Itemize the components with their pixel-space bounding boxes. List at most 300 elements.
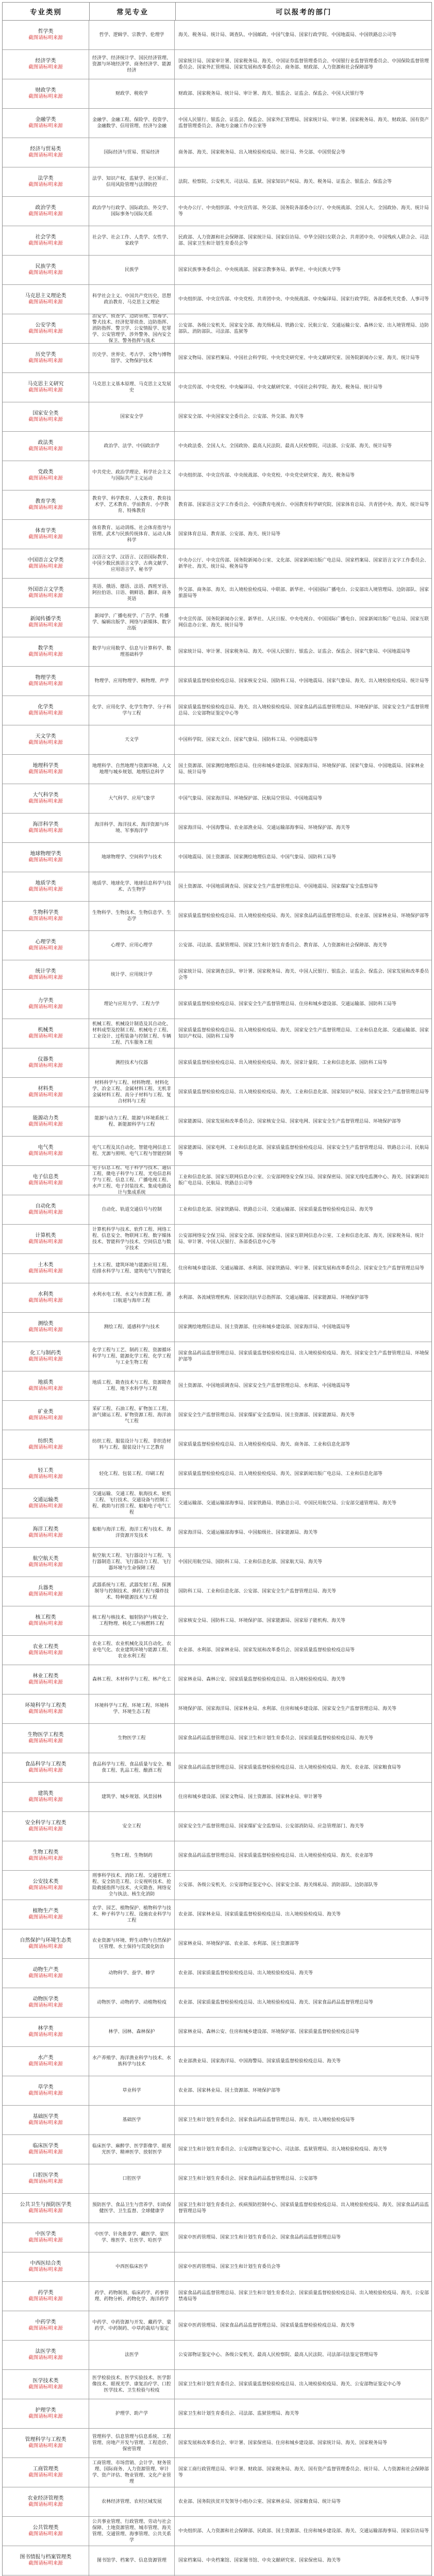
- table-row: [3, 1783, 431, 1812]
- category-cell: [3, 1753, 89, 1782]
- watermark-note: 截图请标明来源: [28, 2032, 63, 2038]
- category-name: 图书情报与档案管理类: [20, 2554, 72, 2560]
- majors-text: 计算机科学与技术、软件工程、网络工程、信息安全、物联网工程、数字媒体技术、智能科学与技术、空间信息与数字技术: [92, 1227, 171, 1251]
- departments-cell: [175, 2429, 431, 2458]
- majors-text: 中西医临床医学: [115, 2264, 148, 2269]
- table-row: [3, 1078, 431, 1107]
- majors-cell: [89, 1606, 175, 1635]
- table-row: [3, 1988, 431, 2018]
- departments-cell: [175, 1078, 431, 1107]
- table-row: [3, 461, 431, 490]
- departments-text: 国家安全生产监督管理总局、国家煤矿安全监察局、公安部消防局、应急管理部门、海关等: [178, 1824, 364, 1829]
- table-row: [3, 1929, 431, 1959]
- majors-cell: [89, 1665, 175, 1694]
- category-name: 经济与贸易类: [30, 146, 61, 152]
- departments-text: 财政部、国家税务局、统计局、审计署、海关、银监会、证监会、保监会、中国人民银行等: [178, 91, 364, 96]
- departments-cell: [175, 1694, 431, 1723]
- departments-cell: [175, 1254, 431, 1283]
- majors-text: 图书馆学、档案学、信息资源管理: [96, 2558, 166, 2563]
- category-cell: [3, 2546, 89, 2575]
- category-cell: [3, 1841, 89, 1870]
- table-header: [3, 3, 431, 21]
- departments-text: 国家文物局、国家档案局、中国社会科学院、中央党史研究室、中央文献研究室、国务院新闻办公室、海关、统计局等: [178, 355, 420, 361]
- majors-text: 金融学、金融工程、保险学、投资学、金融数学、信用管理、经济与金融: [92, 117, 171, 129]
- departments-cell: [175, 2194, 431, 2223]
- table-row: [3, 2106, 431, 2135]
- category-cell: [3, 931, 89, 960]
- majors-cell: [89, 490, 175, 519]
- category-name: 生物科学类: [32, 910, 59, 916]
- majors-cell: [89, 2164, 175, 2193]
- watermark-note: 截图请标明来源: [28, 1445, 63, 1450]
- departments-text: 国家卫生和计划生育委员会、国家食品药品监督管理总局、公安部等: [178, 2176, 318, 2181]
- category-name: 马克思主义理论类: [25, 293, 66, 299]
- departments-text: 国家质量监督检验检疫总局、出入境检验检疫局、海关、国家计量院、工业和信息化部、国防科工局等: [178, 1060, 388, 1065]
- departments-text: 国家中医药管理局、国家食品药品监督管理总局、国家质量监督检验检疫总局、海关等: [178, 2323, 355, 2328]
- majors-text: 地质学、地球化学、地球信息科学与技术、古生物学: [92, 881, 171, 892]
- majors-text: 政治学与行政学、国际政治、外交学、国际事务与国际关系: [92, 206, 171, 217]
- watermark-note: 截图请标明来源: [28, 534, 63, 540]
- table-row: [3, 608, 431, 637]
- majors-text: 采矿工程、石油工程、矿物加工工程、油气储运工程、矿物资源工程、海洋油气工程: [92, 1406, 171, 1424]
- category-name: 电气类: [38, 1145, 54, 1150]
- table-row: [3, 50, 431, 79]
- departments-text: 国防科工局、工业和信息化部、公安部、国家安全生产监督管理总局、海关等: [178, 1589, 337, 1594]
- majors-text: 天文学: [124, 737, 139, 742]
- watermark-note: 截图请标明来源: [28, 417, 63, 422]
- departments-cell: [175, 21, 431, 49]
- watermark-note: 截图请标明来源: [28, 916, 63, 922]
- category-cell: [3, 1078, 89, 1107]
- table-row: [3, 2311, 431, 2341]
- table-row: [3, 1871, 431, 1900]
- majors-text: 农业工程、农业机械化及其自动化、农业电气化、农业建筑环境与能源工程、农业水利工程: [92, 1641, 171, 1659]
- majors-cell: [89, 1019, 175, 1048]
- category-cell: [3, 1225, 89, 1253]
- watermark-note: 截图请标明来源: [28, 1033, 63, 1039]
- departments-cell: [175, 256, 431, 284]
- header-departments: 可以报考的部门: [275, 8, 332, 16]
- departments-cell: [175, 2370, 431, 2399]
- watermark-note: 截图请标明来源: [28, 2443, 63, 2449]
- departments-cell: [175, 1959, 431, 1988]
- departments-cell: [175, 1107, 431, 1136]
- departments-text: 国家卫生和计划生育委员会、公安部物证鉴定中心、司法部、监狱管理局、出入境检验检疫局、海关等: [178, 2147, 388, 2152]
- majors-text: 电子信息工程、电子科学与技术、通信工程、微电子科学与工程、光电信息科学与工程、信息工程、广播电视工程、水声工程、电子封装技术、集成电路设计与集成系统: [92, 1166, 171, 1195]
- majors-cell: [89, 872, 175, 901]
- watermark-note: 截图请标明来源: [28, 270, 63, 276]
- category-name: 纺织类: [38, 1438, 54, 1444]
- departments-text: 国家食品药品监督管理总局、国家卫生和计划生育委员会、国家质量监督检验检疫总局、海关等: [178, 1736, 374, 1741]
- majors-cell: [89, 2341, 175, 2369]
- category-name: 政治学类: [35, 205, 56, 211]
- table-row: [3, 167, 431, 197]
- category-cell: [3, 1342, 89, 1371]
- table-row: [3, 226, 431, 256]
- table-row: [3, 2546, 431, 2575]
- category-name: 建筑类: [38, 1791, 54, 1797]
- majors-text: 武器系统与工程、武器发射工程、探测制导与控制技术、弹药工程与爆炸技术、特种能源技术与工程: [92, 1583, 171, 1600]
- departments-text: 国土资源部、中国地质调查局、国家安全生产监督管理总局、水利部、中国地震局等: [178, 1383, 350, 1388]
- majors-text: 统计学、应用统计学: [110, 972, 153, 977]
- departments-text: 公安部、各级公安机关、国家安全部、海关缉私局、铁路公安、民航公安、交通运输公安、森林公安、出入境管理局、边防部队、消防部队、司法部、监狱等: [178, 323, 429, 334]
- table-row: [3, 1019, 431, 1048]
- watermark-note: 截图请标明来源: [28, 2238, 63, 2243]
- category-cell: [3, 2076, 89, 2105]
- majors-text: 国际经济与贸易、贸易经济: [104, 150, 160, 155]
- majors-cell: [89, 1900, 175, 1929]
- watermark-note: 截图请标明来源: [28, 1357, 63, 1362]
- majors-text: 中医学、针灸推拿学、藏医学、蒙医学、维医学、壮医学、哈医学: [94, 2232, 169, 2243]
- watermark-note: 截图请标明来源: [28, 299, 63, 305]
- departments-text: 国家食品药品监督管理总局、国家质量监督检验检疫总局、出入境检验检疫局、海关、国家安全生产监督管理总局、环境保护部等: [178, 1351, 429, 1362]
- majors-cell: [89, 1342, 175, 1371]
- majors-cell: [89, 1518, 175, 1547]
- majors-cell: [89, 1988, 175, 2017]
- majors-text: 体育教育、运动训练、社会体育指导与管理、武术与民族传统体育、运动人体科学: [92, 526, 171, 543]
- departments-cell: [175, 1342, 431, 1371]
- watermark-note: 截图请标明来源: [28, 2384, 63, 2390]
- category-name: 数学类: [38, 646, 54, 651]
- table-row: [3, 2487, 431, 2517]
- watermark-note: 截图请标明来源: [28, 857, 63, 863]
- majors-cell: [89, 814, 175, 842]
- departments-cell: [175, 226, 431, 255]
- watermark-note: 截图请标明来源: [28, 1327, 63, 1333]
- departments-text: 中国科学院、国家天文台、国家气象局、国防科工局、中国地震局等: [178, 737, 318, 742]
- table-row: [3, 931, 431, 960]
- majors-text: 管理科学、信息管理与信息系统、工程管理、房地产开发与管理、工程造价、保密管理: [92, 2434, 171, 2452]
- departments-text: 民政部、人力资源和社会保障部、国家统计局、国家信访局、中华全国妇女联合会、共青团中央、中国残疾人联合会、司法部、国家卫生和计划生育委员会等: [178, 235, 429, 246]
- majors-text: 交通运输、交通工程、航海技术、轮机工程、飞行技术、交通设备与控制工程、救助与打捞工程、船舶电子电气工程: [92, 1492, 171, 1515]
- departments-text: 海关、税务局、统计局、调查队、中国邮政、中国气象局、国家行政学院、中国地震局、中国铁路总公司等: [178, 32, 397, 38]
- watermark-note: 截图请标明来源: [28, 1151, 63, 1157]
- category-cell: [3, 109, 89, 138]
- departments-cell: [175, 960, 431, 989]
- category-name: 护理学类: [35, 2408, 56, 2413]
- majors-text: 大气科学、应用气象学: [108, 796, 155, 801]
- majors-cell: [89, 1929, 175, 1958]
- table-row: [3, 1665, 431, 1694]
- majors-cell: [89, 256, 175, 284]
- departments-cell: [175, 1577, 431, 1606]
- category-name: 测绘类: [38, 1321, 54, 1327]
- majors-cell: [89, 1283, 175, 1312]
- majors-cell: [89, 344, 175, 372]
- majors-cell: [89, 2458, 175, 2487]
- table-row: [3, 2223, 431, 2252]
- majors-cell: [89, 2546, 175, 2575]
- table-row: [3, 138, 431, 167]
- majors-cell: [89, 461, 175, 490]
- category-name: 动物医学类: [32, 1996, 59, 2002]
- watermark-note: 截图请标明来源: [28, 1591, 63, 1597]
- majors-cell: [89, 402, 175, 431]
- departments-cell: [175, 1636, 431, 1665]
- watermark-note: 截图请标明来源: [28, 1122, 63, 1127]
- category-cell: [3, 2311, 89, 2340]
- category-cell: [3, 784, 89, 813]
- majors-cell: [89, 608, 175, 637]
- majors-cell: [89, 784, 175, 813]
- majors-text: 草业科学: [122, 2088, 141, 2093]
- departments-cell: [175, 138, 431, 167]
- majors-text: 建筑学、城乡规划、风景园林: [101, 1794, 162, 1800]
- departments-text: 国家海洋局、中国海警局、农业部渔业局、交通运输部海事局、环境保护部、海关等: [178, 825, 350, 831]
- departments-text: 国家卫生和计划生育委员会、国家食品药品监督管理总局、海关、出入境检验检疫局等: [178, 2117, 355, 2123]
- table-row: [3, 109, 431, 138]
- table-row: [3, 637, 431, 667]
- departments-text: 住房和城乡建设部、国家文物局、国土资源部、国家林业局、审计署等: [178, 1794, 323, 1800]
- category-name: 兵器类: [38, 1585, 54, 1591]
- table-row: [3, 314, 431, 344]
- category-cell: [3, 637, 89, 666]
- watermark-note: 截图请标明来源: [28, 1239, 63, 1245]
- table-row: [3, 1548, 431, 1577]
- watermark-note: 截图请标明来源: [28, 446, 63, 452]
- watermark-note: 截图请标明来源: [28, 1944, 63, 1950]
- table-row: [3, 1137, 431, 1166]
- majors-text: 自动化、轨道交通信号与控制: [101, 1207, 162, 1212]
- watermark-note: 截图请标明来源: [28, 2355, 63, 2361]
- category-cell: [3, 696, 89, 725]
- majors-text: 科学社会主义、中国共产党历史、思想政治教育、马克思主义理论: [92, 294, 171, 305]
- departments-text: 国家卫生和计划生育委员会、司法部、监狱管理局、海关等: [178, 2411, 299, 2416]
- table-row: [3, 1753, 431, 1783]
- majors-text: 马克思主义基本原理、马克思主义发展史: [92, 382, 171, 393]
- departments-cell: [175, 637, 431, 666]
- category-cell: [3, 755, 89, 784]
- watermark-note: 截图请标明来源: [28, 593, 63, 599]
- majors-text: 生物工程、生物制药: [110, 1853, 153, 1858]
- table-row: [3, 1371, 431, 1401]
- watermark-note: 截图请标明来源: [28, 2531, 63, 2537]
- table-row: [3, 2370, 431, 2399]
- watermark-note: 截图请标明来源: [28, 1092, 63, 1098]
- category-cell: [3, 1019, 89, 1048]
- table-row: [3, 1254, 431, 1283]
- watermark-note: 截图请标明来源: [28, 1973, 63, 1979]
- majors-cell: [89, 226, 175, 255]
- category-name: 动物生产类: [32, 1967, 59, 1973]
- category-name: 农业工程类: [32, 1644, 59, 1650]
- departments-cell: [175, 2047, 431, 2076]
- category-name: 生物医学工程类: [27, 1732, 64, 1738]
- departments-cell: [175, 872, 431, 901]
- majors-text: 理论与应用力学、工程力学: [104, 1002, 160, 1007]
- category-cell: [3, 21, 89, 49]
- departments-cell: [175, 2018, 431, 2046]
- majors-cell: [89, 2106, 175, 2134]
- departments-cell: [175, 197, 431, 226]
- category-name: 土木类: [38, 1262, 54, 1268]
- majors-text: 航空航天工程、飞行器设计与工程、飞行器制造工程、飞行器动力工程、飞行器环境与生命保障工程: [92, 1553, 171, 1571]
- majors-text: 生物科学、生物技术、生物信息学、生态学: [92, 910, 171, 922]
- watermark-note: 截图请标明来源: [28, 329, 63, 334]
- major-department-table: [2, 2, 432, 2576]
- majors-text: 工商管理、市场营销、会计学、财务管理、国际商务、人力资源管理、审计学、资产评估、物业管理、文化产业管理: [92, 2461, 171, 2484]
- category-name: 公共管理类: [32, 2525, 59, 2531]
- majors-cell: [89, 1371, 175, 1400]
- departments-text: 国家档案局、中央档案馆、国家图书馆、中央文献研究室、国家保密局、海关等: [178, 2558, 341, 2563]
- category-cell: [3, 2429, 89, 2458]
- category-name: 地质类: [38, 1380, 54, 1385]
- departments-cell: [175, 402, 431, 431]
- category-cell: [3, 1606, 89, 1635]
- departments-text: 国家质量监督检验检疫总局、出入境检验检疫局、海关、国家安全生产监督管理总局、工业和信息化部、交通运输部、国家知识产权局、国防科工局等: [178, 1028, 429, 1039]
- majors-text: 经济学、经济统计学、国民经济管理、资源与环境经济学、商务经济学、能源经济: [92, 56, 171, 73]
- table-row: [3, 902, 431, 931]
- departments-cell: [175, 1283, 431, 1312]
- category-name: 统计学类: [35, 969, 56, 974]
- majors-text: 刑事科学技术、消防工程、交通管理工程、安全防范工程、公安视听技术、抢险救援指挥与技术、火灾勘查、网络安全与执法、核生化消防: [92, 1873, 171, 1897]
- majors-cell: [89, 79, 175, 108]
- departments-text: 水利部、各流域管理机构、国家防汛抗旱总指挥部、交通运输部、国家能源局、环境保护部等: [178, 1295, 369, 1300]
- category-cell: [3, 814, 89, 842]
- departments-text: 国土资源部、国家测绘地理信息局、住房和城乡建设部、国家海洋局、环境保护部、国家气象局、中国地震局、国家林业局、统计局等: [178, 764, 425, 775]
- departments-text: 国家林业局、森林公安、住房和城乡建设部、环境保护部、国家质量监督检验检疫总局等: [178, 2029, 360, 2035]
- majors-cell: [89, 755, 175, 784]
- departments-cell: [175, 1900, 431, 1929]
- majors-cell: [89, 2076, 175, 2105]
- category-cell: [3, 843, 89, 872]
- category-cell: [3, 725, 89, 754]
- table-row: [3, 549, 431, 579]
- watermark-note: 截图请标明来源: [28, 740, 63, 745]
- watermark-note: 截图请标明来源: [28, 1650, 63, 1656]
- majors-cell: [89, 1959, 175, 1988]
- category-name: 工商管理类: [32, 2466, 59, 2472]
- category-name: 教育学类: [35, 499, 56, 504]
- majors-text: 法医学: [124, 2352, 139, 2358]
- category-cell: [3, 2370, 89, 2399]
- majors-cell: [89, 902, 175, 930]
- table-row: [3, 960, 431, 990]
- departments-text: 住房和城乡建设部、交通运输部、水利部、国家铁路局、审计署、国家发展和改革委员会、国家安全生产监督管理总局等: [178, 1266, 425, 1271]
- majors-text: 新闻学、广播电视学、广告学、传播学、编辑出版学、网络与新媒体、数字出版: [92, 614, 171, 631]
- category-name: 林业工程类: [32, 1673, 59, 1679]
- majors-text: 纺织工程、服装设计与工程、非织造材料与工程、服装设计与工艺教育: [92, 1439, 171, 1450]
- departments-text: 国家工商行政管理总局、审计署、财政部、国家税务局、海关、国有资产监督管理委员会、统计局、人力资源和社会保障部等: [178, 2467, 429, 2478]
- majors-cell: [89, 1107, 175, 1136]
- departments-cell: [175, 1460, 431, 1488]
- departments-cell: [175, 285, 431, 314]
- category-name: 管理科学与工程类: [25, 2437, 66, 2443]
- departments-cell: [175, 1606, 431, 1635]
- departments-text: 国家中医药管理局、国家卫生和计划生育委员会等: [178, 2264, 281, 2269]
- category-name: 中药学类: [35, 2319, 56, 2325]
- departments-cell: [175, 2487, 431, 2516]
- departments-text: 法院、检察院、公安机关、司法局、监狱、国家知识产权局、海关、税务局、证监会、银监会、保监会等: [178, 179, 392, 184]
- category-cell: [3, 2018, 89, 2046]
- departments-text: 国家体育总局、教育部、公安部、海关、统计局等: [178, 532, 281, 537]
- category-cell: [3, 138, 89, 167]
- category-name: 地质学类: [35, 880, 56, 886]
- table-row: [3, 667, 431, 696]
- watermark-note: 截图请标明来源: [28, 505, 63, 511]
- table-row: [3, 402, 431, 432]
- category-name: 核工程类: [35, 1615, 56, 1620]
- majors-cell: [89, 21, 175, 49]
- majors-cell: [89, 1048, 175, 1077]
- table-row: [3, 1724, 431, 1753]
- majors-cell: [89, 931, 175, 960]
- category-name: 政法类: [38, 440, 54, 446]
- category-cell: [3, 579, 89, 607]
- majors-cell: [89, 843, 175, 872]
- table-row: [3, 2047, 431, 2076]
- watermark-note: 截图请标明来源: [28, 182, 63, 188]
- majors-text: 汉语言文学、汉语言、汉语国际教育、中国少数民族语言文学、古典文献学、应用语言学、秘书学: [92, 555, 171, 572]
- watermark-note: 截图请标明来源: [28, 564, 63, 569]
- departments-cell: [175, 1724, 431, 1753]
- majors-cell: [89, 2047, 175, 2076]
- category-cell: [3, 167, 89, 196]
- departments-text: 国家测绘地理信息局、国土资源部、住房和城乡建设部、国家海洋局、中国地震局等: [178, 1325, 350, 1330]
- departments-cell: [175, 2282, 431, 2311]
- table-row: [3, 1959, 431, 1988]
- watermark-note: 截图请标明来源: [28, 2472, 63, 2478]
- departments-text: 中央组织部、中央宣传部、中央党校、共青团中央、中央统战部、中央编译局、国家行政学院、各部委机关党委、人事司等: [178, 297, 429, 302]
- departments-text: 中央组织部、人力资源和社会保障部、民政部、国土资源部、住房和城乡建设部、海关、交通运输部海事局、国家信访局等: [178, 2529, 429, 2534]
- table-row: [3, 1283, 431, 1313]
- majors-cell: [89, 167, 175, 196]
- category-name: 公安技术类: [32, 1879, 59, 1885]
- category-name: 草学类: [38, 2084, 54, 2090]
- departments-cell: [175, 608, 431, 637]
- majors-text: 动物医学、动物药学、动植物检疫: [96, 2000, 166, 2005]
- table-row: [3, 1900, 431, 1929]
- category-cell: [3, 1694, 89, 1723]
- departments-text: 农业部渔业局、国家海洋局、中国海警局、国家质量监督检验检疫总局、海关等: [178, 2059, 341, 2064]
- category-cell: [3, 402, 89, 431]
- watermark-note: 截图请标明来源: [28, 64, 63, 70]
- departments-cell: [175, 461, 431, 490]
- category-cell: [3, 2223, 89, 2252]
- departments-text: 中国民用航空局、国防科工局、工业和信息化部、国家航天局、海关等: [178, 1560, 323, 1565]
- watermark-note: 截图请标明来源: [28, 2091, 63, 2096]
- departments-text: 农业部、国家质量监督检验检疫总局、出入境检验检疫局、海关、国家食品药品监督管理总局等: [178, 2000, 374, 2005]
- category-name: 航空航天类: [32, 1556, 59, 1562]
- departments-text: 中央宣传部、国务院新闻办公室、新华社、人民日报、中央电视台、中国国际广播电台、国家新闻出版广电总局、国家互联网信息办公室、海关、统计局等: [178, 617, 429, 628]
- category-cell: [3, 1430, 89, 1459]
- departments-text: 国家食品药品监督管理总局、国家质量监督检验检疫总局、出入境检验检疫局、海关、农业部、国家粮食局等: [178, 1765, 402, 1770]
- category-cell: [3, 1724, 89, 1753]
- departments-cell: [175, 667, 431, 696]
- watermark-note: 截图请标明来源: [28, 828, 63, 834]
- category-name: 材料类: [38, 1086, 54, 1092]
- category-name: 财政学类: [35, 88, 56, 93]
- category-cell: [3, 2282, 89, 2311]
- departments-cell: [175, 755, 431, 784]
- departments-text: 公安部网络安全保卫局、国家安全部、国家保密局、国家互联网信息办公室、工业和信息化部、海关、国家税务局、统计局、审计署、中国人民银行、各部委信息中心等: [178, 1233, 425, 1245]
- majors-cell: [89, 725, 175, 754]
- category-name: 马克思主义研究: [27, 381, 64, 387]
- watermark-note: 截图请标明来源: [28, 622, 63, 628]
- table-row: [3, 2282, 431, 2311]
- majors-text: 数学与应用数学、信息与计算科学、数理基础科学: [92, 646, 171, 657]
- departments-cell: [175, 1783, 431, 1811]
- watermark-note: 截图请标明来源: [28, 1621, 63, 1626]
- category-name: 民族学类: [35, 264, 56, 269]
- majors-text: 食品科学与工程、食品质量与安全、粮食工程、乳品工程、酿酒工程: [92, 1762, 171, 1773]
- departments-cell: [175, 2223, 431, 2252]
- table-row: [3, 2164, 431, 2194]
- category-name: 哲学类: [38, 29, 54, 35]
- majors-text: 药学、药物制剂、临床药学、药事管理、药物分析、药物化学、海洋药学: [94, 2291, 169, 2302]
- category-cell: [3, 314, 89, 343]
- watermark-note: 截图请标明来源: [28, 1914, 63, 1920]
